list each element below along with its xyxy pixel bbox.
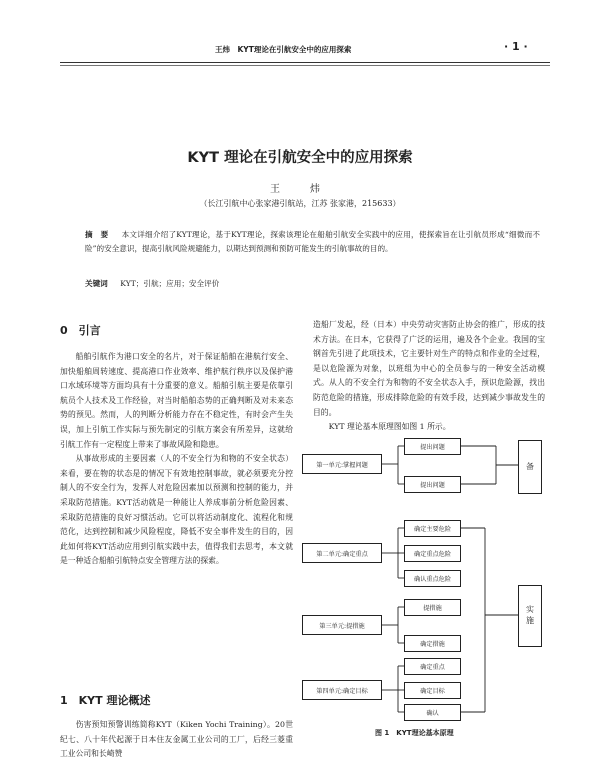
running-header [0, 40, 600, 56]
flow-round-4: 第四单元:确定目标 [302, 680, 382, 700]
header-rule-thin [60, 65, 550, 66]
section-0-paragraph: 从事故形成的主要因素（人的不安全行为和物的不安全状态）来看，要在物的状态是的情况下有效地控制事故，就必须要充分控制人的不安全行为，发挥人对危险因素加以预测和控制的能力，并采取防范措施。KYT活动就是一种能让人养成事前分析危险因素、采取防范措施的良好习惯活动。它可以将活动制度化、流程化和规范化，达到控制和减少风险程度，降低不安全事件发生的目的，因此如何将KYT活动应用到引航实践中去，值得我们去思考，本文就是一种适合船舶引航特点安全管理方法的探索。 [60, 454, 293, 566]
flow-step: 确认 [404, 704, 461, 721]
flow-round-1: 第一单元:掌握问题 [302, 454, 382, 474]
abstract-text: 本文详细介绍了KYT理论，基于KYT理论，探索该理论在船舶引航安全实践中的应用，使探索旨在让引航员形成“细微而不险”的安全意识，提高引航风险规避能力，以期达到预测和预防可能发生的引航事故的目的。 [85, 230, 540, 253]
flow-step: 提措施 [404, 599, 461, 616]
section-1-heading: 1 KYT 理论概述 [60, 694, 151, 707]
flow-step: 确定重点危险 [404, 545, 461, 562]
section-0-paragraph: 船舶引航作为港口安全的名片，对于保证船舶在港航行安全、加快船舶周转速度、提高港口作业效率、维护航行秩序以及保护港口水域环境等方面均具有十分重要的意义。船舶引航主要是依靠引航员个人技术及工作经验，对当时船舶态势的正确判断及对未来态势的预见。然而，人的判断分析能力存在不稳定性，有时会产生失误，加上引航工作实际与预先制定的引航方案会有所差异，这就给引航工作有一定程度上带来了事故风险和隐患。 [60, 352, 293, 449]
section-0-heading: 0 引言 [60, 324, 101, 337]
figure-caption: 图 1 KYT理论基本原理 [375, 729, 454, 737]
right-paragraph: 造船厂发起，经（日本）中央劳动灾害防止协会的推广，形成的技术方法。在日本，它获得了广泛的运用，遍及各个企业。我国的宝钢首先引进了此项技术，它主要针对生产的特点和作业的全过程，是以危险源为对象，以班组为中心的全员参与的一种安全活动模式。从人的不安全行为和物的不安全状态入手，预识危险源，找出防范危险的措施，形成排除危险的有效手段，达到减少事故发生的目的。 [313, 320, 545, 417]
flow-step: 确定主要危险 [404, 520, 461, 537]
running-title: 王炜 KYT理论在引航安全中的应用探索 [215, 45, 352, 54]
section-1-paragraph: 伤害预知预警训练简称KYT（Kiken Yochi Training）。20世纪七、八十年代起源于日本住友金属工业公司的工厂，后经三菱重工业公司和长崎赞 [60, 720, 293, 759]
section-1 [60, 692, 293, 762]
keywords [85, 278, 540, 289]
flow-step: 确认重点危险 [404, 570, 461, 587]
flow-round-2: 第二单元:确定重点 [302, 543, 382, 563]
keywords-text: KYT；引航；应用；安全评价 [120, 279, 220, 288]
author-name: 王 炜 [270, 184, 330, 195]
article-title: KYT 理论在引航安全中的应用探索 [187, 150, 413, 166]
flow-step: 确定重点 [404, 658, 461, 675]
section-0 [60, 322, 293, 569]
flow-round-3: 第三单元:提措施 [302, 615, 382, 635]
flow-side-label-implement: 实施 [518, 585, 542, 647]
affiliation: （长江引航中心张家港引航站，江苏 张家港，215633） [199, 199, 401, 208]
abstract-label: 摘 要 [85, 230, 109, 239]
flow-step: 提出问题 [404, 476, 461, 493]
flow-step: 确定目标 [404, 682, 461, 699]
header-rule [60, 62, 550, 63]
flow-side-label-prepare: 备 [518, 440, 542, 494]
flow-step: 提出问题 [404, 438, 461, 455]
flow-step: 确定措施 [404, 635, 461, 652]
keywords-label: 关键词 [85, 279, 108, 288]
page-number: · 1 · [504, 40, 528, 53]
kyt-flowchart [300, 440, 560, 725]
right-column-text [313, 318, 545, 435]
abstract [85, 228, 540, 256]
figure-reference: KYT 理论基本原理图如图 1 所示。 [328, 422, 451, 432]
